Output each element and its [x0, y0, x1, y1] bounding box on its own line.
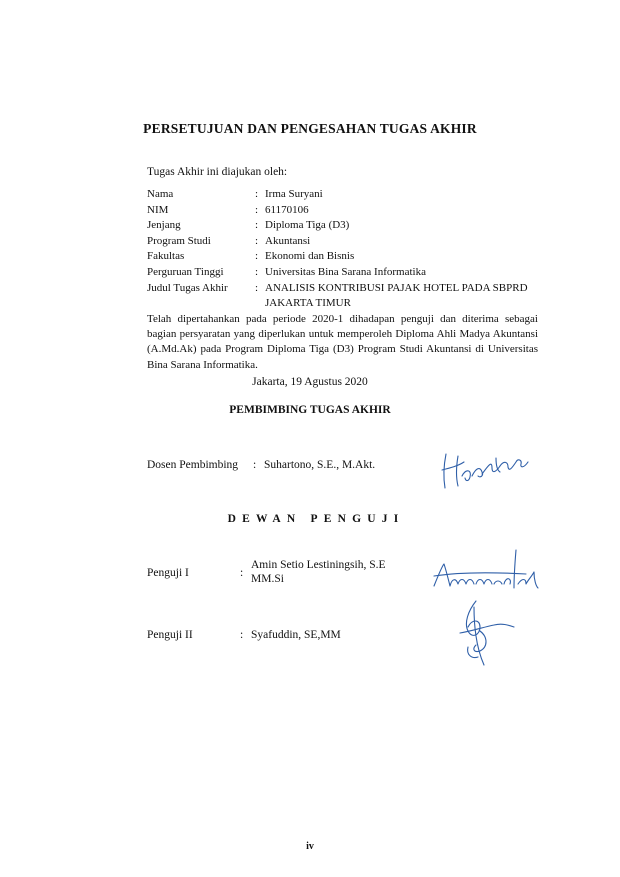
pembimbing-name: Suhartono, S.E., M.Akt.	[264, 459, 376, 471]
penguji-2-signature	[458, 597, 520, 669]
info-row-judul	[147, 281, 555, 312]
info-colon: :	[255, 281, 259, 294]
page-title: PERSETUJUAN DAN PENGESAHAN TUGAS AKHIR	[143, 121, 477, 136]
penguji-2-label: Penguji II	[147, 629, 193, 641]
penguji-1-label: Penguji I	[147, 567, 189, 579]
info-colon: :	[255, 219, 259, 232]
info-row-program-studi	[147, 234, 555, 250]
pembimbing-colon: :	[253, 459, 257, 471]
signature-stroke	[514, 550, 516, 588]
pembimbing-label: Dosen Pembimbing	[147, 459, 239, 471]
signature-stroke	[476, 580, 492, 585]
info-label: Fakultas	[147, 250, 185, 263]
info-value: Ekonomi dan Bisnis	[265, 250, 355, 263]
penguji-1-name-line2: MM.Si	[251, 573, 284, 585]
signature-stroke	[500, 460, 528, 469]
info-value: Universitas Bina Sarana Informatika	[265, 265, 426, 278]
info-label: Jenjang	[147, 219, 181, 232]
penguji-1-colon: :	[240, 567, 244, 579]
info-label: Nama	[147, 188, 174, 200]
signature-stroke	[474, 607, 484, 665]
info-label: Judul Tugas Akhir	[147, 281, 228, 294]
signature-stroke	[450, 580, 474, 587]
info-label: Perguruan Tinggi	[147, 265, 224, 278]
pembimbing-heading: PEMBIMBING TUGAS AKHIR	[229, 404, 391, 416]
info-value: Diploma Tiga (D3)	[265, 219, 350, 232]
penguji-2-colon: :	[240, 629, 244, 641]
signature-stroke	[457, 456, 459, 486]
intro-text: Tugas Akhir ini diajukan oleh:	[147, 166, 288, 178]
signature-stroke	[462, 471, 470, 481]
info-row-perguruan-tinggi	[147, 265, 555, 281]
signature-stroke	[518, 572, 538, 588]
penguji-1-signature	[430, 546, 540, 592]
info-colon: :	[255, 234, 259, 247]
signature-stroke	[442, 462, 464, 470]
info-value-judul: ANALISIS KONTRIBUSI PAJAK HOTEL PADA SBPRD JAKARTA TIMUR	[265, 281, 528, 310]
dewan-heading: DEWAN PENGUJI	[227, 513, 405, 525]
info-colon: :	[255, 265, 259, 278]
info-row-fakultas	[147, 249, 555, 265]
info-value: 61170106	[265, 203, 309, 216]
signature-stroke	[504, 579, 510, 584]
signature-stroke	[444, 454, 446, 488]
student-info-table	[147, 187, 555, 312]
signature-stroke	[468, 647, 478, 658]
info-label: Program Studi	[147, 234, 211, 247]
signature-stroke	[494, 581, 502, 584]
info-colon: :	[255, 203, 259, 216]
info-row-nama	[147, 187, 555, 203]
info-colon: :	[255, 250, 259, 263]
info-value: Akuntansi	[265, 234, 311, 247]
pembimbing-signature	[436, 446, 536, 492]
approval-paragraph: Telah dipertahankan pada periode 2020-1 dihadapan penguji dan diterima sebagai bagian persyaratan yang diperlukan untuk memperoleh Diploma Ahli Madya Akuntansi (A.Md.Ak) pada Program Diploma Tiga (D3) Program Studi Akuntansi di Universitas Bina Sarana Informatika.	[147, 313, 538, 371]
info-label: NIM	[147, 203, 169, 216]
penguji-2-name: Syafuddin, SE,MM	[251, 629, 341, 641]
penguji-1-name-line1: Amin Setio Lestiningsih, S.E	[251, 559, 386, 571]
info-row-nim	[147, 203, 555, 219]
date-line: Jakarta, 19 Agustus 2020	[252, 376, 368, 388]
page-number: iv	[306, 841, 314, 852]
signature-stroke	[460, 624, 514, 633]
signature-stroke	[472, 469, 483, 477]
info-value: Irma Suryani	[265, 188, 323, 200]
info-row-jenjang	[147, 218, 555, 234]
info-colon: :	[255, 188, 259, 200]
